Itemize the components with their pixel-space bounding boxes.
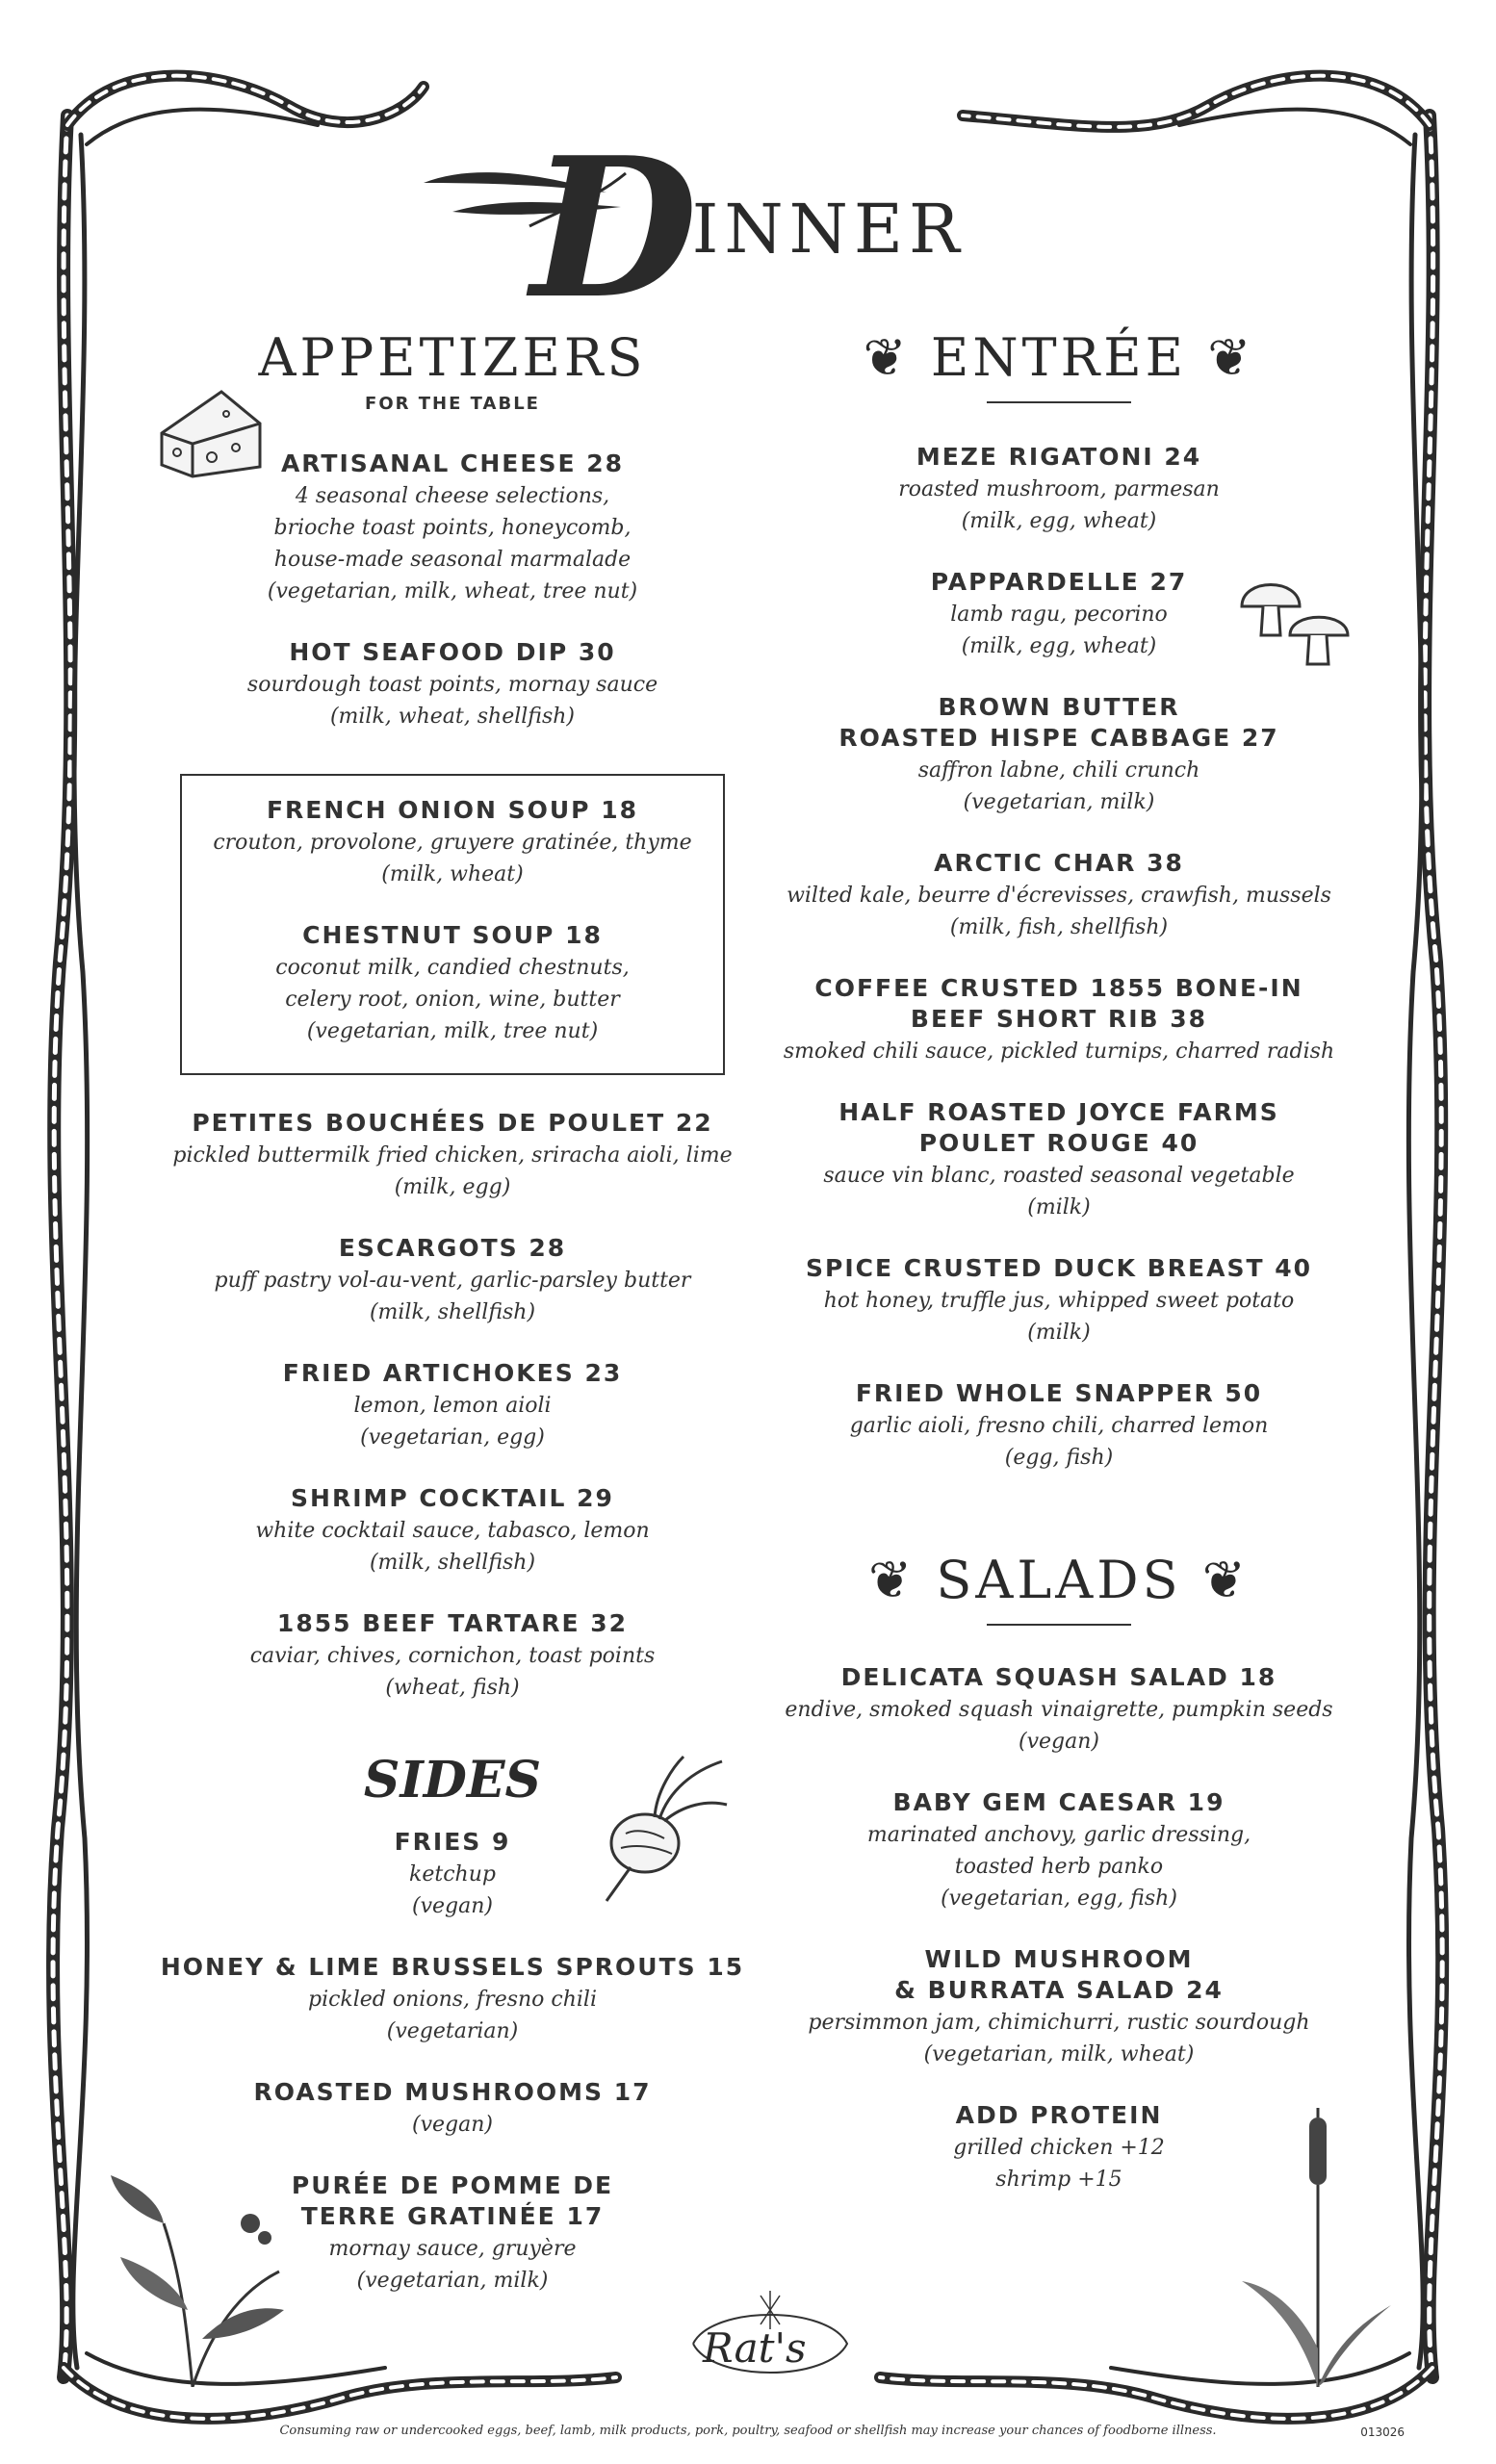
- menu-item-description: lemon, lemon aioli: [353, 1394, 552, 1418]
- menu-item-description: wilted kale, beurre d'écrevisses, crawfish, mussels: [787, 884, 1331, 908]
- menu-item-description: (milk, fish, shellfish): [949, 915, 1169, 939]
- menu-item: [154, 1827, 751, 1921]
- menu-item: [192, 920, 713, 1046]
- menu-item-description: (milk, wheat): [381, 862, 524, 886]
- menu-item-description: coconut milk, candied chestnuts,: [275, 956, 630, 980]
- menu-item-description: shrimp +15: [995, 2168, 1122, 2192]
- menu-item: [154, 2170, 751, 2296]
- menu-item-description: (vegetarian, milk, wheat, tree nut): [267, 579, 638, 603]
- menu-item-description: caviar, chives, cornichon, toast points: [249, 1644, 656, 1668]
- menu-item-name: BROWN BUTTER ROASTED HISPE CABBAGE 27: [838, 693, 1279, 752]
- leaf-icon: ❦: [1181, 1550, 1250, 1610]
- menu-item-description: sourdough toast points, mornay sauce: [246, 673, 658, 697]
- menu-item: [154, 1358, 751, 1452]
- menu-item-name: PETITES BOUCHÉES DE POULET 22: [192, 1109, 713, 1137]
- menu-item-description: lamb ragu, pecorino: [950, 603, 1168, 627]
- menu-item-description: (milk, egg, wheat): [961, 509, 1157, 533]
- entree-title-text: ENTRÉE: [930, 327, 1188, 388]
- menu-item: [154, 1233, 751, 1327]
- menu-item-description: (vegetarian, egg, fish): [941, 1886, 1177, 1911]
- menu-item-name: SHRIMP COCKTAIL 29: [291, 1484, 614, 1512]
- sides-title: SIDES: [363, 1751, 542, 1810]
- menu-item-description: endive, smoked squash vinaigrette, pumpkin seeds: [785, 1698, 1333, 1722]
- menu-item-description: puff pastry vol-au-vent, garlic-parsley butter: [214, 1269, 691, 1293]
- appetizers-title: APPETIZERS: [258, 327, 647, 388]
- menu-item-name: FRIED ARTICHOKES 23: [282, 1359, 623, 1387]
- menu-item-description: 4 seasonal cheese selections,: [295, 484, 610, 508]
- divider: [987, 1624, 1131, 1626]
- menu-item-description: grilled chicken +12: [953, 2136, 1165, 2160]
- menu-item-name: ROASTED MUSHROOMS 17: [253, 2078, 652, 2106]
- leaf-icon: ❦: [1187, 327, 1255, 388]
- menu-item-description: saffron labne, chili crunch: [917, 758, 1200, 783]
- menu-item-name: MEZE RIGATONI 24: [916, 443, 1202, 471]
- menu-item-name: HONEY & LIME BRUSSELS SPROUTS 15: [160, 1953, 745, 1981]
- menu-item: [761, 1253, 1357, 1348]
- menu-item: [192, 795, 713, 889]
- menu-item-description: (milk, wheat, shellfish): [329, 705, 576, 729]
- divider: [987, 401, 1131, 403]
- menu-item-description: garlic aioli, fresno chili, charred lemon: [849, 1414, 1269, 1438]
- menu-item: [761, 567, 1357, 661]
- menu-item-name: 1855 BEEF TARTARE 32: [276, 1609, 629, 1637]
- menu-item-description: (milk, egg): [394, 1175, 511, 1199]
- menu-item: [154, 2077, 751, 2140]
- soup-box: [180, 774, 725, 1075]
- menu-item-description: (egg, fish): [1004, 1446, 1114, 1470]
- menu-item-name: ADD PROTEIN: [955, 2101, 1163, 2129]
- left-column: [154, 327, 751, 2296]
- menu-item: [761, 1662, 1357, 1757]
- appetizers-subtitle: FOR THE TABLE: [365, 394, 540, 414]
- menu-item-name: SPICE CRUSTED DUCK BREAST 40: [805, 1254, 1312, 1282]
- menu-item-name: PAPPARDELLE 27: [930, 568, 1188, 596]
- right-column: [761, 327, 1357, 2194]
- menu-item-description: pickled onions, fresno chili: [307, 1988, 598, 2012]
- menu-item-description: smoked chili sauce, pickled turnips, charred radish: [783, 1040, 1335, 1064]
- menu-item: [761, 692, 1357, 817]
- menu-item: [761, 2100, 1357, 2194]
- menu-item: [154, 449, 751, 606]
- salads-title-text: SALADS: [936, 1550, 1182, 1610]
- menu-code: 013026: [1360, 2426, 1405, 2439]
- menu-item-name: HOT SEAFOOD DIP 30: [289, 638, 616, 666]
- menu-item-name: FRIES 9: [394, 1828, 511, 1856]
- menu-item-description: (vegan): [1019, 1730, 1099, 1754]
- menu-item-description: toasted herb panko: [954, 1855, 1164, 1879]
- logo: [674, 2286, 866, 2401]
- menu-item-description: (milk, shellfish): [369, 1551, 536, 1575]
- menu-item: [761, 848, 1357, 942]
- menu-item: [761, 1944, 1357, 2069]
- menu-item-description: mornay sauce, gruyère: [328, 2237, 577, 2261]
- menu-item-description: (milk): [1027, 1195, 1091, 1219]
- menu-item-description: (vegetarian, egg): [360, 1425, 545, 1450]
- menu-item: [154, 1608, 751, 1703]
- menu-item-description: (vegan): [412, 2113, 493, 2137]
- menu-title-initial: D: [530, 116, 698, 342]
- menu-item-description: (wheat, fish): [385, 1676, 520, 1700]
- menu-item-name: COFFEE CRUSTED 1855 BONE-IN BEEF SHORT RIB 38: [814, 974, 1303, 1033]
- menu-item-description: white cocktail sauce, tabasco, lemon: [255, 1519, 650, 1543]
- menu-item-name: ARCTIC CHAR 38: [934, 849, 1184, 877]
- menu-item: [761, 1378, 1357, 1473]
- menu-item-name: DELICATA SQUASH SALAD 18: [840, 1663, 1277, 1691]
- menu-item-description: house-made seasonal marmalade: [273, 548, 632, 572]
- menu-item-name: CHESTNUT SOUP 18: [302, 921, 603, 949]
- menu-item: [154, 1483, 751, 1578]
- menu-item-description: celery root, onion, wine, butter: [285, 988, 620, 1012]
- leaf-icon: ❦: [863, 327, 931, 388]
- menu-item-name: FRENCH ONION SOUP 18: [266, 796, 639, 824]
- menu-item-description: roasted mushroom, parmesan: [898, 477, 1220, 501]
- menu-item-description: (vegan): [412, 1894, 493, 1918]
- leaf-icon: ❦: [868, 1550, 937, 1610]
- menu-item-description: (milk, egg, wheat): [961, 634, 1157, 658]
- logo-text: Rat's: [703, 2324, 807, 2372]
- menu-item: [761, 442, 1357, 536]
- menu-item: [761, 973, 1357, 1066]
- menu-item-description: (vegetarian, milk, tree nut): [306, 1019, 599, 1043]
- menu-item-description: crouton, provolone, gruyere gratinée, thyme: [213, 831, 692, 855]
- menu-item-description: (vegetarian, milk, wheat): [923, 2042, 1195, 2066]
- menu-item-description: ketchup: [409, 1862, 496, 1886]
- menu-item-description: pickled buttermilk fried chicken, sriracha aioli, lime: [172, 1143, 733, 1168]
- menu-item-name: PURÉE DE POMME DE TERRE GRATINÉE 17: [291, 2171, 614, 2230]
- menu-item-name: ARTISANAL CHEESE 28: [280, 449, 625, 477]
- menu-item-description: (milk): [1027, 1321, 1091, 1345]
- menu-item: [761, 1787, 1357, 1913]
- menu-item-name: HALF ROASTED JOYCE FARMS POULET ROUGE 40: [838, 1098, 1279, 1157]
- menu-item-description: (vegetarian): [386, 2019, 519, 2043]
- menu-title: [0, 116, 1496, 342]
- menu-item-description: (milk, shellfish): [369, 1300, 536, 1324]
- menu-item-description: (vegetarian, milk): [356, 2269, 549, 2293]
- footer-disclaimer: Consuming raw or undercooked eggs, beef, lamb, milk products, pork, poultry, seafood or shellfish may increase your chances of foodborne illness.: [279, 2424, 1217, 2438]
- menu-item: [154, 637, 751, 732]
- menu-item-description: marinated anchovy, garlic dressing,: [866, 1823, 1251, 1847]
- menu-item-description: persimmon jam, chimichurri, rustic sourdough: [808, 2011, 1310, 2035]
- menu-item-name: FRIED WHOLE SNAPPER 50: [855, 1379, 1263, 1407]
- menu-item-description: brioche toast points, honeycomb,: [273, 516, 632, 540]
- menu-item-name: ESCARGOTS 28: [338, 1234, 567, 1262]
- menu-title-rest: INNER: [691, 189, 966, 269]
- menu-item-description: sauce vin blanc, roasted seasonal vegetable: [823, 1164, 1295, 1188]
- menu-item: [154, 1952, 751, 2046]
- salads-title: [761, 1550, 1357, 1610]
- menu-item-description: (vegetarian, milk): [963, 790, 1155, 814]
- menu-item-name: WILD MUSHROOM & BURRATA SALAD 24: [894, 1945, 1224, 2004]
- menu-item-name: BABY GEM CAESAR 19: [892, 1788, 1225, 1816]
- entree-title: [761, 327, 1357, 388]
- menu-item-description: hot honey, truffle jus, whipped sweet potato: [823, 1289, 1295, 1313]
- menu-item: [761, 1097, 1357, 1222]
- menu-item: [154, 1108, 751, 1202]
